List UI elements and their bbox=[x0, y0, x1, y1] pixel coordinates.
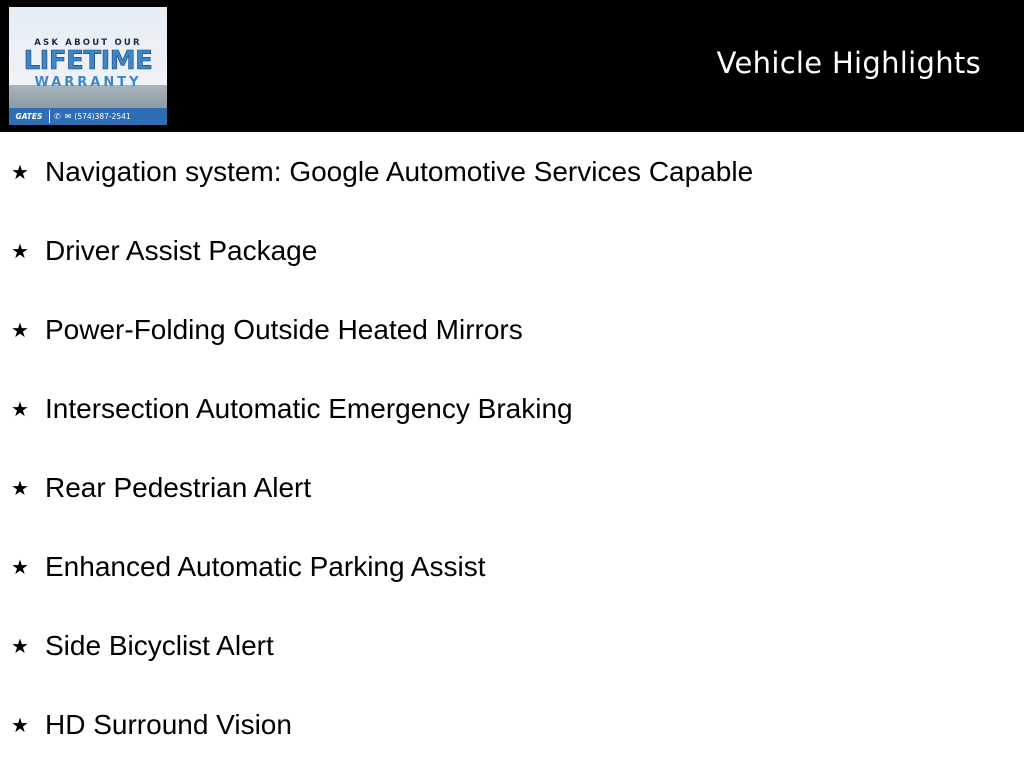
list-item-label: Navigation system: Google Automotive Services Capable bbox=[45, 156, 754, 187]
list-item bbox=[0, 389, 1024, 429]
warranty-logo bbox=[9, 7, 167, 125]
star-icon: ★ bbox=[11, 634, 29, 658]
list-item-label: HD Surround Vision bbox=[45, 709, 292, 740]
list-item-label: Side Bicyclist Alert bbox=[45, 630, 274, 661]
logo-line1: ASK ABOUT OUR bbox=[34, 38, 142, 48]
phone-icon: ✆ bbox=[54, 112, 61, 121]
logo-line3: WARRANTY bbox=[34, 75, 142, 90]
star-icon: ★ bbox=[11, 160, 29, 184]
header-banner bbox=[0, 0, 1024, 132]
logo-brand: GATES bbox=[9, 110, 50, 123]
list-item-label: Rear Pedestrian Alert bbox=[45, 472, 312, 503]
list-item bbox=[0, 468, 1024, 508]
logo-contact-bar bbox=[9, 108, 167, 125]
list-item bbox=[0, 705, 1024, 745]
chat-icon: ✉ bbox=[64, 112, 72, 121]
star-icon: ★ bbox=[11, 476, 29, 500]
star-icon: ★ bbox=[11, 318, 29, 342]
list-item bbox=[0, 547, 1024, 587]
list-item-label: Power-Folding Outside Heated Mirrors bbox=[45, 314, 523, 345]
logo-line2: LIFETIME bbox=[23, 46, 153, 76]
star-icon: ★ bbox=[11, 713, 29, 737]
star-icon: ★ bbox=[11, 397, 29, 421]
list-item bbox=[0, 231, 1024, 271]
list-item-label: Driver Assist Package bbox=[45, 235, 318, 266]
list-item bbox=[0, 310, 1024, 350]
list-item bbox=[0, 626, 1024, 666]
star-icon: ★ bbox=[11, 555, 29, 579]
list-item-label: Intersection Automatic Emergency Braking bbox=[45, 393, 573, 424]
list-item-label: Enhanced Automatic Parking Assist bbox=[45, 551, 486, 582]
page-title: Vehicle Highlights bbox=[716, 46, 981, 80]
list-item bbox=[0, 152, 1024, 192]
logo-phone: (574)387-2541 bbox=[74, 112, 131, 121]
star-icon: ★ bbox=[11, 239, 29, 263]
